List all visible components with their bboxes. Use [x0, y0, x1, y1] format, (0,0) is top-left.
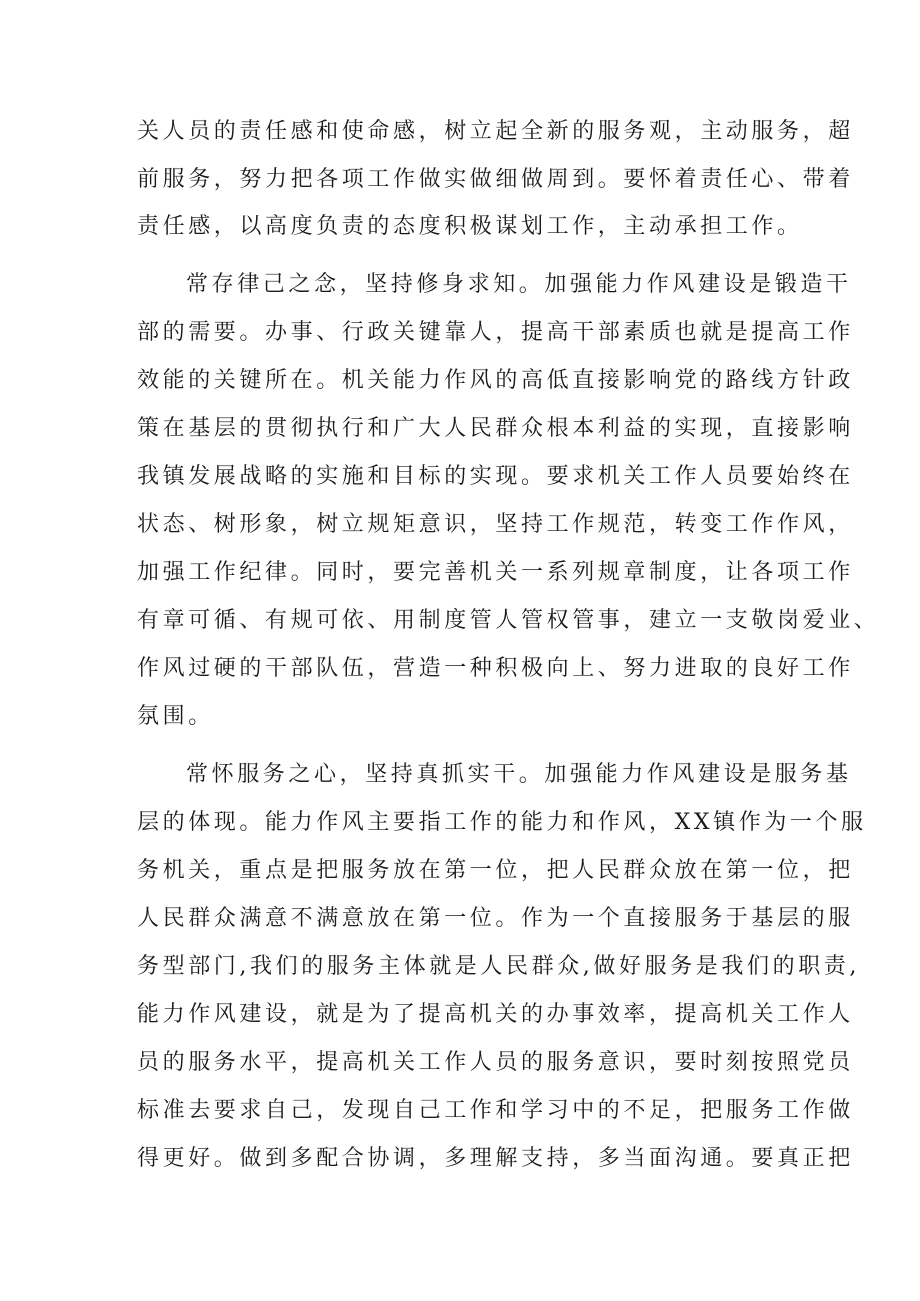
text-line: 得更好。做到多配合协调，多理解支持，多当面沟通。要真正把: [137, 1146, 854, 1171]
text-line: 人民群众满意不满意放在第一位。作为一个直接服务于基层的服: [137, 906, 854, 931]
text-line: 作风过硬的干部队伍，营造一种积极向上、努力进取的良好工作: [137, 656, 854, 681]
text-line: 我镇发展战略的实施和目标的实现。要求机关工作人员要始终在: [137, 464, 854, 489]
text-line: 层的体现。能力作风主要指工作的能力和作风，XX镇作为一个服: [137, 810, 867, 835]
text-line: 能力作风建设，就是为了提高机关的办事效率，提高机关工作人: [137, 1002, 854, 1027]
text-line: 务机关，重点是把服务放在第一位，把人民群众放在第一位，把: [137, 858, 854, 883]
text-line: 加强工作纪律。同时，要完善机关一系列规章制度，让各项工作: [137, 560, 854, 585]
text-line: 策在基层的贯彻执行和广大人民群众根本利益的实现，直接影响: [137, 416, 854, 441]
text-line: 状态、树形象，树立规矩意识，坚持工作规范，转变工作作风，: [137, 512, 854, 537]
text-line: 员的服务水平，提高机关工作人员的服务意识，要时刻按照党员: [137, 1050, 854, 1075]
paragraph-start-line: 常怀服务之心，坚持真抓实干。加强能力作风建设是服务基: [186, 762, 852, 787]
text-line: 关人员的责任感和使命感，树立起全新的服务观，主动服务，超: [137, 119, 854, 144]
text-line: 效能的关键所在。机关能力作风的高低直接影响党的路线方针政: [137, 368, 854, 393]
text-line: 责任感，以高度负责的态度积极谋划工作，主动承担工作。: [137, 214, 803, 239]
text-line: 前服务，努力把各项工作做实做细做周到。要怀着责任心、带着: [137, 167, 854, 192]
text-line: 务型部门,我们的服务主体就是人民群众,做好服务是我们的职责,: [137, 954, 860, 979]
text-line: 部的需要。办事、行政关键靠人，提高干部素质也就是提高工作: [137, 320, 854, 345]
text-line: 有章可循、有规可依、用制度管人管权管事，建立一支敬岗爱业、: [137, 608, 880, 633]
paragraph-start-line: 常存律己之念，坚持修身求知。加强能力作风建设是锻造干: [186, 272, 852, 297]
text-line: 标准去要求自己，发现自己工作和学习中的不足，把服务工作做: [137, 1098, 854, 1123]
text-line: 氛围。: [137, 704, 214, 729]
